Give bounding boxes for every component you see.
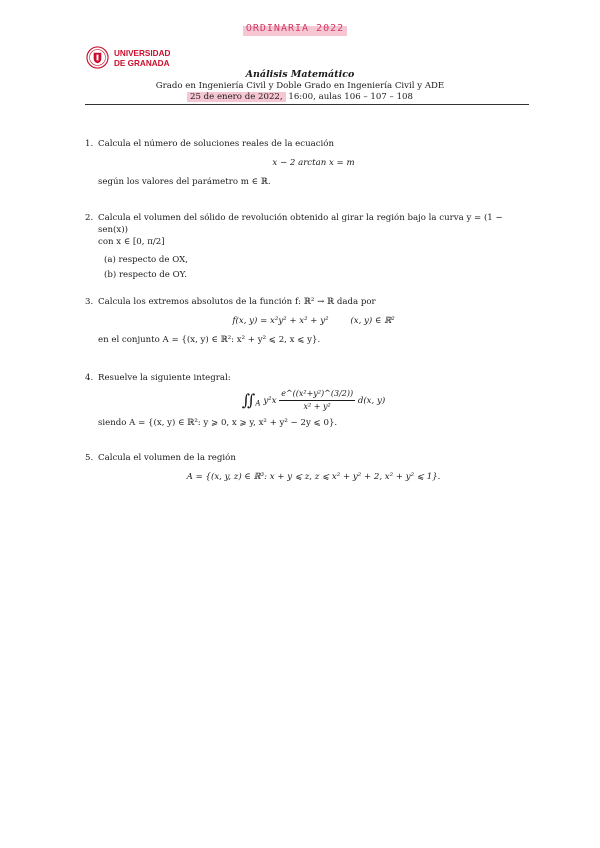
question-number: 3.	[85, 297, 94, 307]
date-highlight: 25 de enero de 2022,	[187, 92, 286, 102]
header-divider	[85, 104, 529, 105]
question-number: 4.	[85, 373, 94, 383]
question-1	[85, 138, 529, 188]
course-title: Análisis Matemático	[245, 69, 355, 80]
exam-date	[0, 92, 600, 102]
question-text: Calcula el volumen del sólido de revolución obtenido al girar la región bajo la curva y = (1 − sen(x))	[98, 213, 503, 235]
university-name	[114, 49, 170, 68]
question-equation: x − 2 arctan x = m	[272, 158, 355, 168]
university-line2: DE GRANADA	[114, 58, 170, 68]
integral-expression	[98, 388, 529, 413]
question-2	[85, 212, 529, 281]
question-after: siendo A = {(x, y) ∈ ℝ²: y ⩾ 0, x ⩾ y, x² + y² − 2y ⩽ 0}.	[98, 418, 338, 428]
university-logo	[86, 46, 186, 70]
question-number: 5.	[85, 453, 94, 463]
question-text: Calcula el número de soluciones reales de la ecuación	[98, 139, 335, 149]
question-number: 1.	[85, 139, 94, 149]
differential: d(x, y)	[357, 396, 386, 406]
numerator: e^((x²+y²)^(3/2))	[279, 388, 355, 401]
question-equation: f(x, y) = x²y² + x² + y² (x, y) ∈ ℝ²	[232, 316, 395, 326]
question-text: Calcula el volumen de la región	[98, 453, 236, 463]
list-item: (a) respecto de OX,	[104, 255, 188, 265]
question-3	[85, 296, 529, 346]
denominator: x² + y²	[303, 402, 331, 411]
question-4	[85, 372, 529, 429]
question-equation: A = {(x, y, z) ∈ ℝ³: x + y ⩽ z, z ⩽ x² + y² + 2, x² + y² ⩽ 1}.	[186, 472, 441, 482]
list-item: (b) respecto de OY.	[104, 270, 187, 280]
date-rest: 16:00, aulas 106 – 107 – 108	[285, 92, 413, 102]
question-after: según los valores del parámetro m ∈ ℝ.	[98, 177, 271, 187]
integral-domain: A	[255, 398, 261, 408]
integrand-prefix: y²x	[263, 396, 277, 406]
university-line1: UNIVERSIDAD	[114, 49, 171, 58]
question-after: en el conjunto A = {(x, y) ∈ ℝ²: x² + y² ⩽ 2, x ⩽ y}.	[98, 335, 321, 345]
question-number: 2.	[85, 213, 94, 223]
annotation-label: ORDINARIA 2022	[245, 23, 345, 34]
double-integral-sign: ∬	[241, 390, 256, 410]
course-subtitle: Grado en Ingeniería Civil y Doble Grado en Ingeniería Civil y ADE	[155, 81, 445, 91]
question-text-2: con x ∈ [0, π/2]	[98, 237, 165, 247]
question-text: Resuelve la siguiente integral:	[98, 373, 231, 383]
question-text: Calcula los extremos absolutos de la función f: ℝ² → ℝ dada por	[98, 297, 376, 307]
question-5	[85, 452, 529, 490]
seal-icon	[86, 46, 109, 69]
integrand-fraction	[279, 388, 355, 413]
